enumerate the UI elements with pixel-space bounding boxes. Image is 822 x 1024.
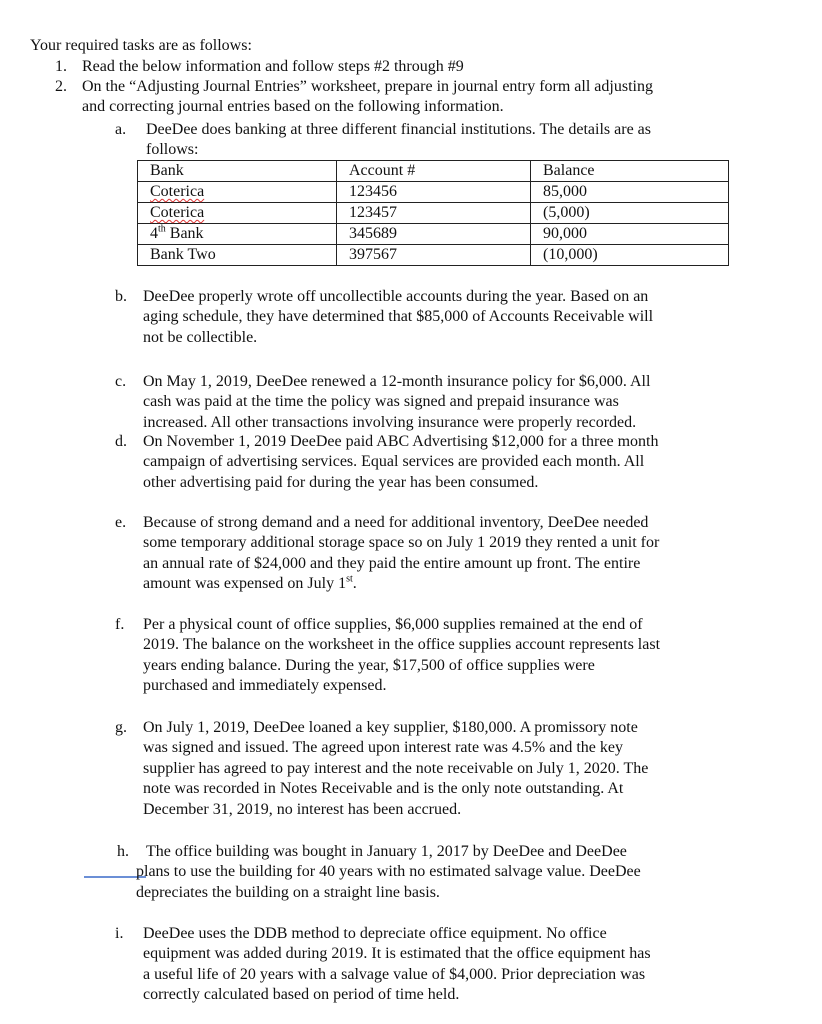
line-text: The office building was bought in January 1, 2017 by DeeDee and DeeDee	[146, 843, 627, 860]
line-text: supplier has agreed to pay interest and the note receivable on July 1, 2020. The	[143, 759, 649, 777]
list-marker: b.	[115, 288, 127, 305]
table-row	[138, 203, 729, 224]
list-marker: h.	[117, 843, 129, 860]
list-marker: d.	[115, 433, 127, 450]
account-cell: 345689	[337, 224, 531, 245]
account-cell: 397567	[337, 245, 531, 266]
text-line	[143, 944, 651, 964]
text-line	[143, 513, 648, 533]
text-line	[146, 140, 198, 160]
line-text: was signed and issued. The agreed upon interest rate was 4.5% and the key	[143, 739, 624, 757]
line-text: DeeDee does banking at three different financial institutions. The details are as	[146, 121, 652, 138]
table-header-row	[138, 161, 729, 182]
text-line	[143, 924, 607, 944]
line-text: and correcting journal entries based on the following information.	[82, 98, 504, 116]
text-line	[143, 718, 638, 738]
line-text: some temporary additional storage space so on July 1 2019 they rented a unit for	[143, 534, 660, 552]
list-marker: a.	[115, 121, 127, 138]
line-text: Per a physical count of office supplies, $6,000 supplies remained at the end of	[143, 616, 643, 633]
text-line	[146, 120, 651, 140]
superscript: th	[158, 223, 166, 235]
list-marker: f.	[115, 616, 125, 633]
text-line	[143, 676, 386, 696]
line-text: plans to use the building for 40 years with no estimated salvage value. DeeDee	[136, 863, 641, 881]
balance-cell: (5,000)	[531, 203, 729, 224]
text-line	[143, 656, 595, 676]
text-line	[146, 842, 627, 862]
balance-cell: 85,000	[531, 182, 729, 203]
header-cell: Account #	[337, 161, 531, 182]
text-line	[143, 574, 357, 594]
text-line	[143, 635, 660, 655]
superscript: st	[346, 573, 353, 585]
text-line	[143, 738, 623, 758]
bank-cell-suffix: Bank	[165, 225, 204, 242]
account-cell: 123456	[337, 182, 531, 203]
text-line	[143, 985, 459, 1005]
line-text: aging schedule, they have determined that $85,000 of Accounts Receivable will	[143, 308, 654, 326]
text-line	[143, 473, 538, 493]
text-line	[143, 372, 650, 392]
table-row	[138, 245, 729, 266]
bank-cell	[138, 224, 337, 245]
line-text: campaign of advertising services. Equal services are provided each month. All	[143, 453, 645, 471]
balance-cell: (10,000)	[531, 245, 729, 266]
line-text: equipment was added during 2019. It is estimated that the office equipment has	[143, 945, 651, 963]
text-line	[136, 862, 641, 882]
line-text: On May 1, 2019, DeeDee renewed a 12-month insurance policy for $6,000. All	[143, 373, 651, 390]
table-row	[138, 224, 729, 245]
line-text: depreciates the building on a straight line basis.	[136, 883, 440, 901]
line-suffix: .	[352, 575, 357, 593]
line-text: amount was expensed on July 1	[143, 575, 347, 593]
text-line	[82, 97, 504, 117]
bank-cell: Coterica	[150, 183, 205, 200]
line-text: DeeDee properly wrote off uncollectible accounts during the year. Based on an	[143, 288, 649, 305]
line-text: December 31, 2019, no interest has been accrued.	[143, 800, 462, 818]
header-text: Your required tasks are as follows:	[30, 37, 252, 54]
text-line	[82, 77, 653, 97]
line-text: On November 1, 2019 DeeDee paid ABC Advertising $12,000 for a three month	[143, 433, 659, 450]
text-line	[143, 307, 653, 327]
line-text: an annual rate of $24,000 and they paid the entire amount up front. The entire	[143, 554, 641, 572]
text-line	[143, 392, 619, 412]
text-line	[143, 432, 658, 452]
line-text: Read the below information and follow steps #2 through #9	[82, 58, 464, 75]
line-text: note was recorded in Notes Receivable and is the only note outstanding. At	[143, 780, 624, 798]
text-line	[143, 615, 643, 635]
text-line	[143, 554, 640, 574]
text-line	[136, 883, 440, 903]
list-marker: g.	[115, 719, 127, 736]
bank-table	[137, 160, 729, 266]
line-text: cash was paid at the time the policy was signed and prepaid insurance was	[143, 393, 619, 411]
account-cell: 123457	[337, 203, 531, 224]
bank-cell-number: 4	[150, 225, 158, 242]
line-text: a useful life of 20 years with a salvage value of $4,000. Prior depreciation was	[143, 965, 646, 983]
line-text: not be collectible.	[143, 328, 258, 346]
text-line	[143, 759, 648, 779]
text-line	[82, 57, 464, 77]
text-line	[143, 287, 648, 307]
table-row	[138, 182, 729, 203]
line-text: DeeDee uses the DDB method to depreciate office equipment. No office	[143, 925, 607, 942]
list-marker: e.	[115, 514, 127, 531]
header-cell: Bank	[138, 161, 337, 182]
balance-cell: 90,000	[531, 224, 729, 245]
list-marker: 1.	[55, 58, 67, 75]
line-text: follows:	[146, 141, 199, 159]
bank-cell: Coterica	[150, 204, 205, 221]
line-text: purchased and immediately expensed.	[143, 677, 387, 695]
text-line	[143, 779, 623, 799]
text-line	[143, 328, 257, 348]
text-line	[143, 452, 644, 472]
line-text: other advertising paid for during the year has been consumed.	[143, 473, 539, 491]
line-text: years ending balance. During the year, $17,500 of office supplies were	[143, 656, 595, 674]
text-line	[143, 533, 659, 553]
line-text: increased. All other transactions involving insurance were properly recorded.	[143, 413, 637, 431]
line-text: Because of strong demand and a need for additional inventory, DeeDee needed	[143, 514, 649, 531]
list-marker: i.	[115, 925, 124, 942]
line-text: 2019. The balance on the worksheet in the office supplies account represents last	[143, 636, 661, 654]
list-marker: c.	[115, 373, 127, 390]
line-text: On the “Adjusting Journal Entries” worksheet, prepare in journal entry form all adjusting	[82, 78, 653, 95]
line-text: On July 1, 2019, DeeDee loaned a key supplier, $180,000. A promissory note	[143, 719, 638, 736]
list-marker: 2.	[55, 78, 67, 95]
header-cell: Balance	[531, 161, 729, 182]
bank-cell: Bank Two	[138, 245, 337, 266]
text-line	[143, 413, 636, 433]
line-text: correctly calculated based on period of time held.	[143, 986, 460, 1004]
text-line	[143, 800, 461, 820]
text-line	[143, 965, 645, 985]
